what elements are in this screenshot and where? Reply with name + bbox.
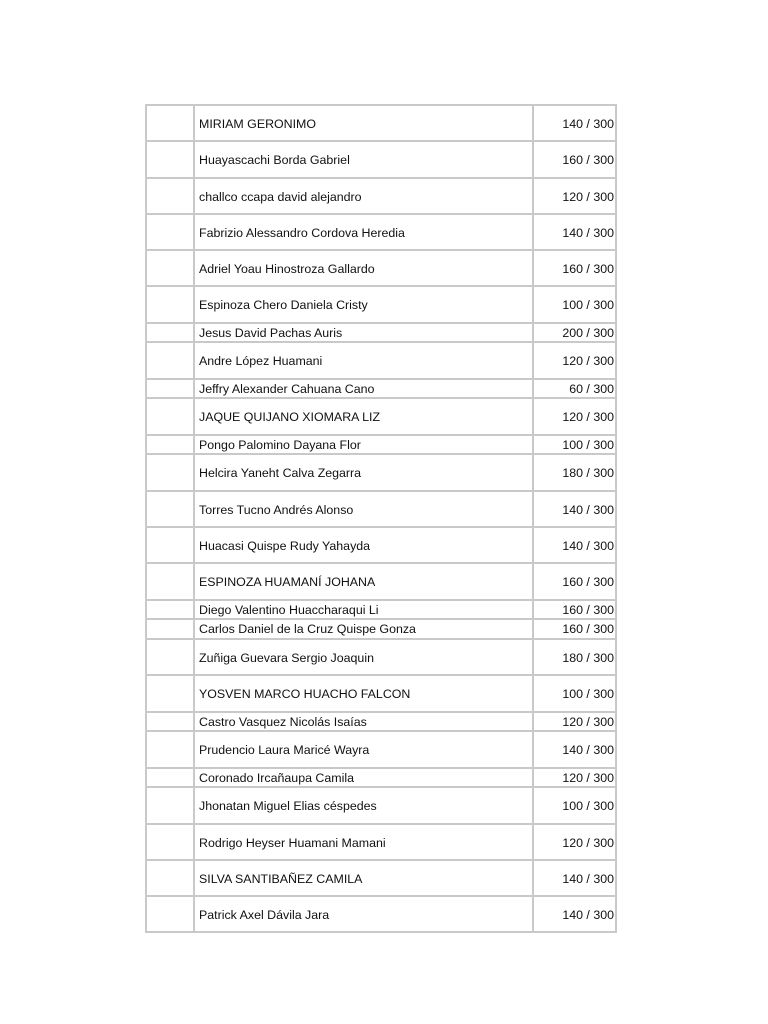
row-number-cell	[147, 455, 195, 489]
student-name: Andre López Huamani	[195, 343, 534, 377]
table-row	[147, 767, 615, 787]
row-number-cell	[147, 399, 195, 433]
score-value: 140 / 300	[562, 117, 614, 131]
row-number-cell	[147, 564, 195, 598]
score-value: 100 / 300	[562, 687, 614, 702]
row-number-cell	[147, 179, 195, 213]
table-row	[147, 674, 615, 710]
score-value: 160 / 300	[562, 622, 614, 637]
row-number-cell	[147, 897, 195, 931]
student-name: Jesus David Pachas Auris	[195, 324, 534, 342]
student-name: Helcira Yaneht Calva Zegarra	[195, 455, 534, 489]
row-number-cell	[147, 601, 195, 619]
score-value: 140 / 300	[562, 225, 614, 240]
score-value: 60 / 300	[569, 381, 614, 396]
score-value: 160 / 300	[562, 262, 614, 277]
row-number-cell	[147, 620, 195, 638]
student-name: Jhonatan Miguel Elias céspedes	[195, 788, 534, 822]
student-name: JAQUE QUIJANO XIOMARA LIZ	[195, 399, 534, 433]
score-value: 100 / 300	[562, 437, 614, 452]
student-name: challco ccapa david alejandro	[195, 179, 534, 213]
table-row	[147, 823, 615, 859]
row-number-cell	[147, 861, 195, 895]
row-number-cell	[147, 713, 195, 731]
table-row	[147, 140, 615, 176]
table-row	[147, 378, 615, 398]
table-row	[147, 249, 615, 285]
student-name: Diego Valentino Huaccharaqui Li	[195, 601, 534, 619]
score-value: 140 / 300	[562, 908, 614, 923]
student-name: Rodrigo Heyser Huamani Mamani	[195, 825, 534, 859]
table-row	[147, 638, 615, 674]
score-value: 100 / 300	[562, 799, 614, 814]
score-value: 200 / 300	[562, 325, 614, 340]
student-name: Carlos Daniel de la Cruz Quispe Gonza	[195, 620, 534, 638]
student-name: Huacasi Quispe Rudy Yahayda	[195, 528, 534, 562]
row-number-cell	[147, 251, 195, 285]
table-row	[147, 895, 615, 931]
student-name: Zuñiga Guevara Sergio Joaquin	[195, 640, 534, 674]
score-value: 140 / 300	[562, 743, 614, 758]
table-row	[147, 618, 615, 638]
row-number-cell	[147, 380, 195, 398]
score-value: 120 / 300	[562, 835, 614, 850]
row-number-cell	[147, 788, 195, 822]
score-value: 180 / 300	[562, 651, 614, 665]
student-name: YOSVEN MARCO HUACHO FALCON	[195, 676, 534, 710]
row-number-cell	[147, 436, 195, 454]
score-value: 160 / 300	[562, 602, 614, 617]
student-name: Espinoza Chero Daniela Cristy	[195, 287, 534, 321]
table-row	[147, 730, 615, 766]
score-value: 140 / 300	[562, 871, 614, 886]
row-number-cell	[147, 215, 195, 249]
row-number-cell	[147, 106, 195, 140]
student-name: MIRIAM GERONIMO	[195, 106, 534, 140]
table-row	[147, 599, 615, 619]
score-value: 140 / 300	[562, 539, 614, 554]
row-number-cell	[147, 528, 195, 562]
table-row	[147, 104, 615, 140]
student-name: Adriel Yoau Hinostroza Gallardo	[195, 251, 534, 285]
score-value: 120 / 300	[562, 714, 614, 729]
row-number-cell	[147, 287, 195, 321]
score-value: 100 / 300	[562, 298, 614, 313]
row-number-cell	[147, 825, 195, 859]
student-name: ESPINOZA HUAMANÍ JOHANA	[195, 564, 534, 598]
table-row	[147, 177, 615, 213]
table-row	[147, 397, 615, 433]
row-number-cell	[147, 142, 195, 176]
table-row	[147, 453, 615, 489]
student-name: Coronado Ircañaupa Camila	[195, 769, 534, 787]
score-value: 180 / 300	[562, 466, 614, 481]
row-number-cell	[147, 769, 195, 787]
table-row	[147, 285, 615, 321]
row-number-cell	[147, 324, 195, 342]
student-name: Huayascachi Borda Gabriel	[195, 142, 534, 176]
score-value: 140 / 300	[562, 502, 614, 517]
table-row	[147, 490, 615, 526]
student-name: Castro Vasquez Nicolás Isaías	[195, 713, 534, 731]
table-row	[147, 711, 615, 731]
student-name: Jeffry Alexander Cahuana Cano	[195, 380, 534, 398]
table-row	[147, 786, 615, 822]
row-number-cell	[147, 343, 195, 377]
scores-table	[145, 104, 617, 933]
student-name: Prudencio Laura Maricé Wayra	[195, 732, 534, 766]
score-value: 120 / 300	[562, 770, 614, 785]
student-name: Patrick Axel Dávila Jara	[195, 897, 534, 931]
table-row	[147, 526, 615, 562]
score-value: 120 / 300	[562, 189, 614, 204]
row-number-cell	[147, 640, 195, 674]
table-row	[147, 322, 615, 342]
student-name: SILVA SANTIBAÑEZ CAMILA	[195, 861, 534, 895]
table-row	[147, 213, 615, 249]
student-name: Torres Tucno Andrés Alonso	[195, 492, 534, 526]
student-name: Pongo Palomino Dayana Flor	[195, 436, 534, 454]
score-value: 160 / 300	[562, 153, 614, 168]
table-row	[147, 859, 615, 895]
student-name: Fabrizio Alessandro Cordova Heredia	[195, 215, 534, 249]
table-row	[147, 434, 615, 454]
row-number-cell	[147, 492, 195, 526]
row-number-cell	[147, 732, 195, 766]
score-value: 120 / 300	[562, 410, 614, 425]
row-number-cell	[147, 676, 195, 710]
score-value: 120 / 300	[562, 354, 614, 369]
table-row	[147, 341, 615, 377]
table-row	[147, 562, 615, 598]
score-value: 160 / 300	[562, 575, 614, 590]
